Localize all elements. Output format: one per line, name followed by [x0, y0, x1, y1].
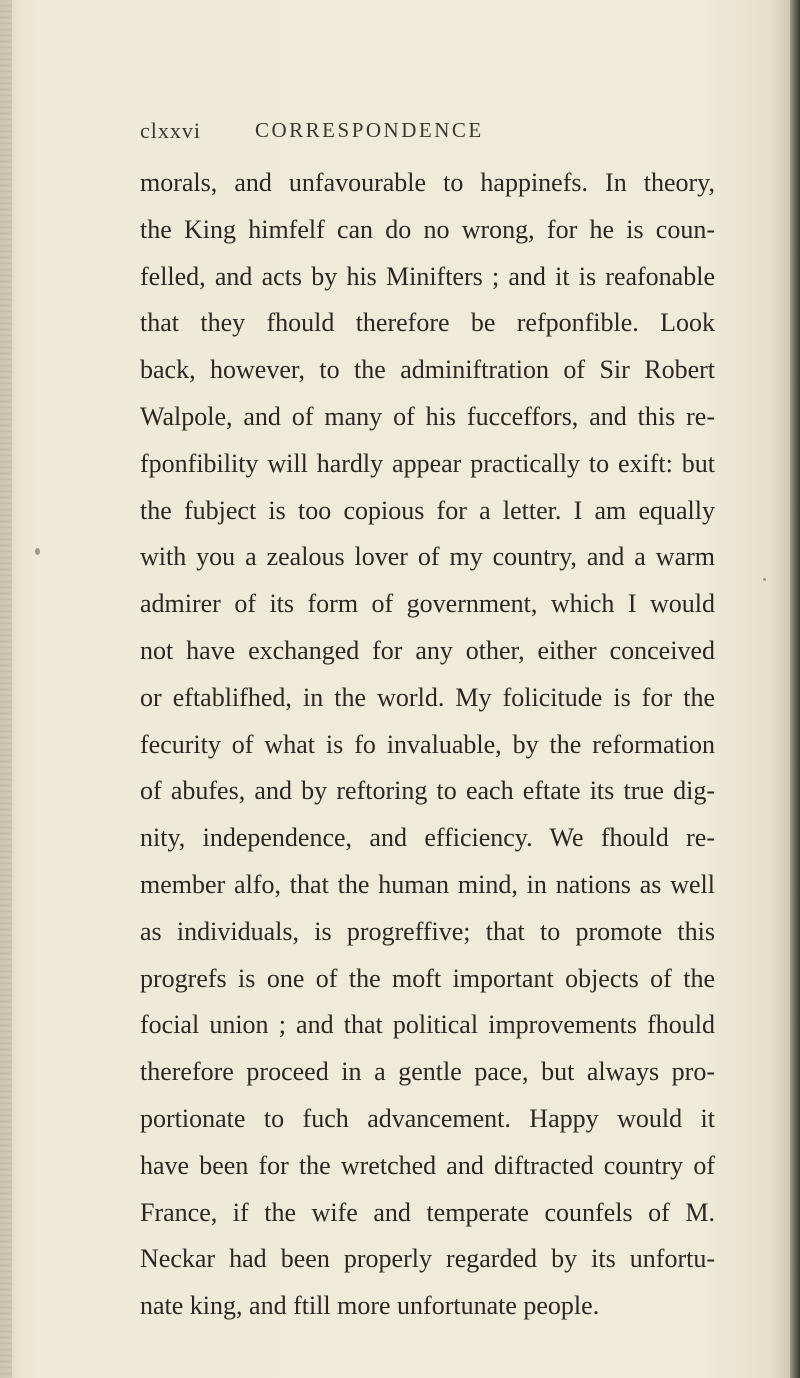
- text-line: nity, independence, and efficiency. We fhould re-: [140, 823, 715, 853]
- text-line: or eftablifhed, in the world. My folicitude is for the: [140, 682, 715, 712]
- text-line: fecurity of what is fo invaluable, by the reformation: [140, 729, 715, 759]
- text-line: of abufes, and by reftoring to each eftate its true dig-: [140, 776, 715, 806]
- page-right-edge: [790, 0, 800, 1378]
- text-line: therefore proceed in a gentle pace, but always pro-: [140, 1057, 715, 1087]
- page-binding-edge: [0, 0, 12, 1378]
- body-text: [140, 160, 715, 1330]
- text-line: felled, and acts by his Minifters ; and it is reafonable: [140, 261, 715, 291]
- text-line: France, if the wife and temperate counfels of M.: [140, 1197, 715, 1227]
- text-line: have been for the wretched and diftracted country of: [140, 1150, 715, 1180]
- text-line: the King himfelf can do no wrong, for he is coun-: [140, 214, 715, 244]
- text-line: back, however, to the adminiftration of Sir Robert: [140, 355, 715, 385]
- ink-speck: [763, 578, 766, 581]
- text-line: admirer of its form of government, which I would: [140, 589, 715, 619]
- running-title: CORRESPONDENCE: [255, 118, 484, 142]
- page-number: clxxvi: [140, 118, 201, 143]
- text-line: focial union ; and that political improvements fhould: [140, 1010, 715, 1040]
- text-line: member alfo, that the human mind, in nations as well: [140, 869, 715, 899]
- text-line: fponfibility will hardly appear practically to exift: but: [140, 448, 715, 478]
- text-line-last: nate king, and ftill more unfortunate people.: [140, 1291, 600, 1321]
- text-line: Walpole, and of many of his fucceffors, and this re-: [140, 401, 715, 431]
- text-line: that they fhould therefore be refponfible. Look: [140, 308, 715, 338]
- text-line: progrefs is one of the moft important objects of the: [140, 963, 715, 993]
- ink-speck: [35, 548, 40, 555]
- text-line: portionate to fuch advancement. Happy would it: [140, 1103, 715, 1133]
- text-line: with you a zealous lover of my country, and a warm: [140, 542, 715, 572]
- text-line: Neckar had been properly regarded by its unfortu-: [140, 1244, 715, 1274]
- text-line: morals, and unfavourable to happinefs. In theory,: [140, 168, 715, 197]
- running-head: [140, 118, 700, 152]
- text-line: as individuals, is progreffive; that to promote this: [140, 916, 715, 946]
- text-line: not have exchanged for any other, either conceived: [140, 635, 715, 665]
- text-line: the fubject is too copious for a letter. I am equally: [140, 495, 715, 525]
